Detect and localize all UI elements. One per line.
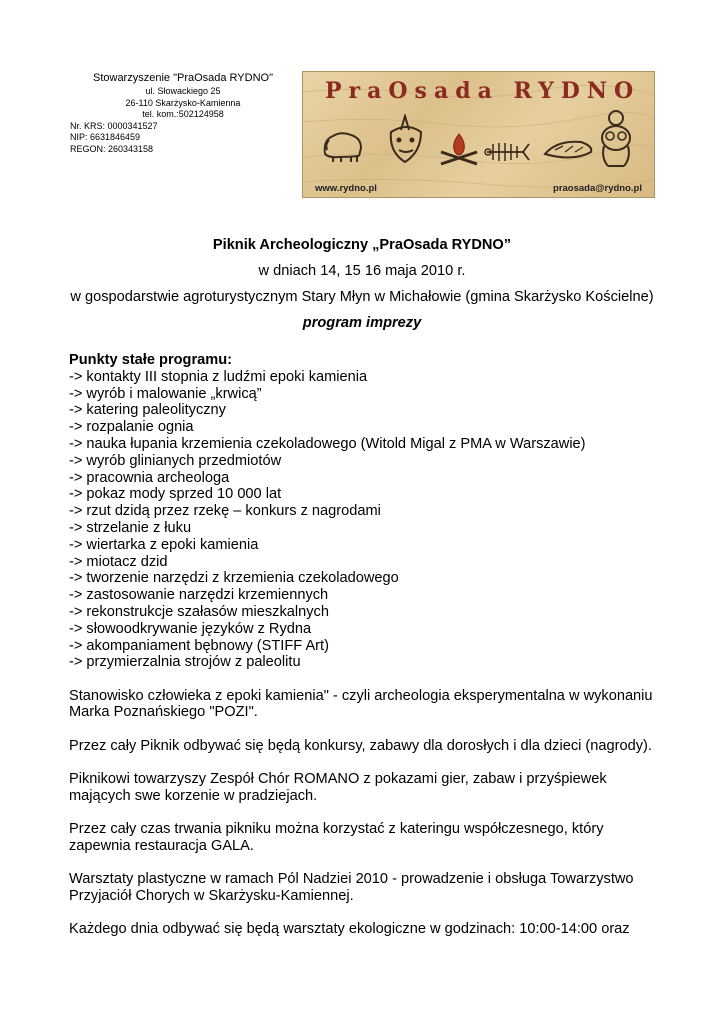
organization-city: 26-110 Skarżysko-Kamienna: [125, 97, 241, 108]
list-item: -> rekonstrukcje szałasów mieszkalnych: [69, 603, 329, 620]
list-item: -> miotacz dzid: [69, 553, 168, 570]
banner-title: PraOsada RYDNO: [325, 78, 641, 104]
organization-krs: Nr. KRS: 0000341527: [70, 120, 158, 131]
paragraph-romano-choir: Piknikowi towarzyszy Zespół Chór ROMANO z pokazami gier, zabaw i przyśpiewek mających swe korzenie w pradziejach.: [69, 771, 607, 804]
praosada-banner: [302, 71, 655, 198]
paragraph-eco-workshops: Każdego dnia odbywać się będą warsztaty ekologiczne w godzinach: 10:00-14:00 oraz: [69, 921, 630, 938]
flint-tool-icon: [543, 136, 595, 166]
list-item: -> rzut dzidą przez rzekę – konkurs z nagrodami: [69, 503, 381, 520]
paragraph-catering: Przez cały czas trwania pikniku można korzystać z kateringu współczesnego, który zapewnia restauracja GALA.: [69, 821, 604, 854]
program-heading: program imprezy: [302, 315, 422, 331]
list-item: -> pracownia archeologa: [69, 469, 230, 486]
document-body: [69, 352, 669, 938]
organization-street: ul. Słowackiego 25: [145, 86, 221, 96]
fish-skeleton-icon: [483, 138, 531, 166]
event-title: Piknik Archeologiczny „PraOsada RYDNO”: [212, 237, 512, 253]
program-list: [69, 369, 669, 671]
list-item: -> pokaz mody sprzed 10 000 lat: [69, 486, 282, 503]
bison-icon: [319, 126, 365, 166]
list-item: -> wyrób glinianych przedmiotów: [69, 452, 282, 469]
list-item: -> katering paleolityczny: [69, 402, 226, 419]
list-item: -> wyrób i malowanie „krwicą”: [69, 385, 262, 402]
list-item: -> tworzenie narzędzi z krzemienia czekoladowego: [69, 570, 399, 587]
paragraph-art-workshops: Warsztaty plastyczne w ramach Pól Nadziei 2010 - prowadzenie i obsługa Towarzystwo Przyjaciół Chorych w Skarżysku-Kamiennej.: [69, 871, 634, 905]
organization-info: [62, 71, 312, 155]
list-item: -> słowoodkrywanie języków z Rydna: [69, 620, 312, 637]
event-dates: w dniach 14, 15 16 maja 2010 r.: [258, 263, 466, 279]
organization-nip: NIP: 6631846459: [70, 132, 141, 142]
banner-email[interactable]: praosada@rydno.pl: [553, 183, 642, 194]
list-item: -> wiertarka z epoki kamienia: [69, 536, 259, 553]
campfire-icon: [435, 128, 483, 168]
event-title-block: [0, 232, 724, 336]
tribal-mask-icon: [381, 114, 431, 166]
list-item: -> rozpalanie ognia: [69, 419, 194, 436]
banner-website[interactable]: www.rydno.pl: [315, 183, 377, 194]
list-item: -> akompaniament bębnowy (STIFF Art): [69, 637, 329, 654]
paragraph-contests: Przez cały Piknik odbywać się będą konkursy, zabawy dla dorosłych i dla dzieci (nagrody).: [69, 737, 652, 754]
list-item: -> nauka łupania krzemienia czekoladowego (Witold Migal z PMA w Warszawie): [69, 435, 586, 452]
list-item: -> kontakty III stopnia z ludźmi epoki kamienia: [69, 368, 368, 385]
list-item: -> zastosowanie narzędzi krzemiennych: [69, 587, 329, 604]
program-section-heading: Punkty stałe programu:: [69, 352, 232, 368]
list-item: -> przymierzalnia strojów z paleolitu: [69, 654, 301, 671]
organization-phone: tel. kom.:502124958: [142, 109, 224, 119]
paragraph-experimental-archaeology: Stanowisko człowieka z epoki kamienia" - czyli archeologia eksperymentalna w wykonaniu Marka Poznańskiego "POZI".: [69, 687, 653, 721]
organization-regon: REGON: 260343158: [70, 143, 154, 154]
organization-name: Stowarzyszenie "PraOsada RYDNO": [92, 72, 273, 84]
event-place: w gospodarstwie agroturystycznym Stary Młyn w Michałowie (gmina Skarżysko Kościelne): [70, 289, 654, 305]
venus-figurine-icon: [595, 108, 637, 170]
list-item: -> strzelanie z łuku: [69, 519, 192, 536]
